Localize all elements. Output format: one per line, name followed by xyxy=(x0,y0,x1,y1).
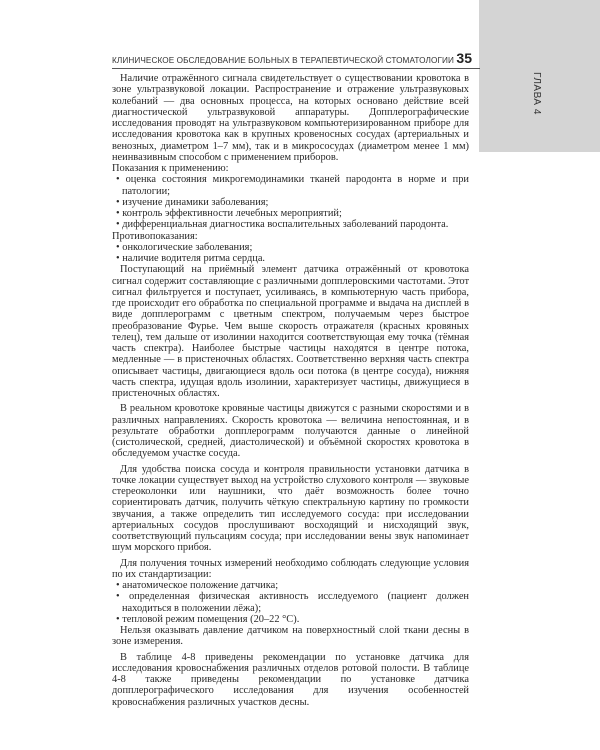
paragraph-1: Наличие отражённого сигнала свидетельствует о существовании кровотока в зоне ультразвуковой локации. Распространение и отражение ультразвуковых колебаний — два основных процесса, на которых основано действие всей диагностической ультразвуковой аппаратуры. Допплерографические исследования проводят на ультразвуковом компьютеризированном приборе для исследования кровотока как в крупных кровеносных сосудах (артериальных и венозных, диаметром 1–7 мм), так и в микрососудах (диаметром менее 1 мм) неинвазивным способом с применением приборов. xyxy=(112,73,469,163)
contraindications-heading: Противопоказания: xyxy=(112,230,198,242)
paragraph-7: В таблице 4-8 приведены рекомендации по установке датчика для исследования кровоснабжения различных отделов ротовой полости. В таблице 4-8 также приведены рекомендации по установке датчика допплерографического исследования для изучения особенностей кровоснабжения различных участков десны. xyxy=(112,651,469,708)
list-item: • анатомическое положение датчика; xyxy=(112,580,469,591)
page-body xyxy=(112,73,469,708)
paragraph-3: В реальном кровотоке кровяные частицы движутся с разными скоростями и в различных направлениях. Скорость кровотока — величина непостоянная, и в результате обработки допплерограмм получаются данные о линейной (систолической, средней, диастолической) и объёмной скоростях кровотока в обследуемом участке сосуда. xyxy=(112,403,469,460)
page-number: 35 xyxy=(456,50,472,66)
list-item: • контроль эффективности лечебных мероприятий; xyxy=(112,208,469,219)
chapter-label: ГЛАВА 4 xyxy=(531,72,542,115)
conditions-list xyxy=(112,580,469,625)
list-item: • изучение динамики заболевания; xyxy=(112,197,469,208)
list-item: • онкологические заболевания; xyxy=(112,242,469,253)
indications-heading: Показания к применению: xyxy=(112,163,229,174)
paragraph-2: Поступающий на приёмный элемент датчика отражённый от кровотока сигнал содержит составляющие с различными допплеровскими частотами. Этот сигнал фильтруется и поступает, усиливаясь, в компьютерную часть прибора, где происходит его обработка по специальной программе и выдача на дисплей в виде допплерограмм с цветным спектром, получаемым через быстрое преобразование Фурье. Чем выше скорость отражателя (красных кровяных телец), тем дальше от изолинии находится соответствующая ему точка (тёмная часть спектра). Наиболее быстрые частицы находятся в центре потока, медленные — в пристеночных областях. Соответственно верхняя часть спектра описывает частицы, двигающиеся вдоль оси потока (в центре сосуда), нижняя часть спектра, идущая вдоль изолинии, характеризует частицы, движущиеся в пристеночных областях. xyxy=(112,264,469,399)
list-item: • тепловой режим помещения (20–22 °С). xyxy=(112,614,469,625)
list-item: • определенная физическая активность исследуемого (пациент должен находиться в положении лёжа); xyxy=(112,591,469,614)
paragraph-6: Нельзя оказывать давление датчиком на поверхностный слой ткани десны в зоне измерения. xyxy=(112,625,469,648)
paragraph-5: Для получения точных измерений необходимо соблюдать следующие условия по их стандартизации: xyxy=(112,557,469,580)
paragraph-4: Для удобства поиска сосуда и контроля правильности установки датчика в точке локации существует выход на устройство слухового контроля — звуковые стереоколонки или наушники, что даёт возможность более точно сориентировать датчик, получить чёткую спектральную картину по громкости звучания, а также определить тип исследуемого сосуда: при исследовании артериальных сосудов прослушивают восходящий и нисходящий звук, соответствующий пульсациям сосуда; при исследовании вены звук напоминает шум морского прибоя. xyxy=(112,463,469,554)
list-item: • наличие водителя ритма сердца. xyxy=(112,253,469,264)
header-divider xyxy=(112,68,480,69)
list-item: • дифференциальная диагностика воспалительных заболеваний пародонта. xyxy=(112,219,469,230)
page-header xyxy=(112,48,482,68)
running-title: КЛИНИЧЕСКОЕ ОБСЛЕДОВАНИЕ БОЛЬНЫХ В ТЕРАПЕВТИЧЕСКОЙ СТОМАТОЛОГИИ xyxy=(112,56,454,65)
list-item: • оценка состояния микрогемодинамики тканей пародонта в норме и при патологии; xyxy=(112,174,469,197)
indications-list xyxy=(112,174,469,230)
contraindications-list xyxy=(112,242,469,265)
